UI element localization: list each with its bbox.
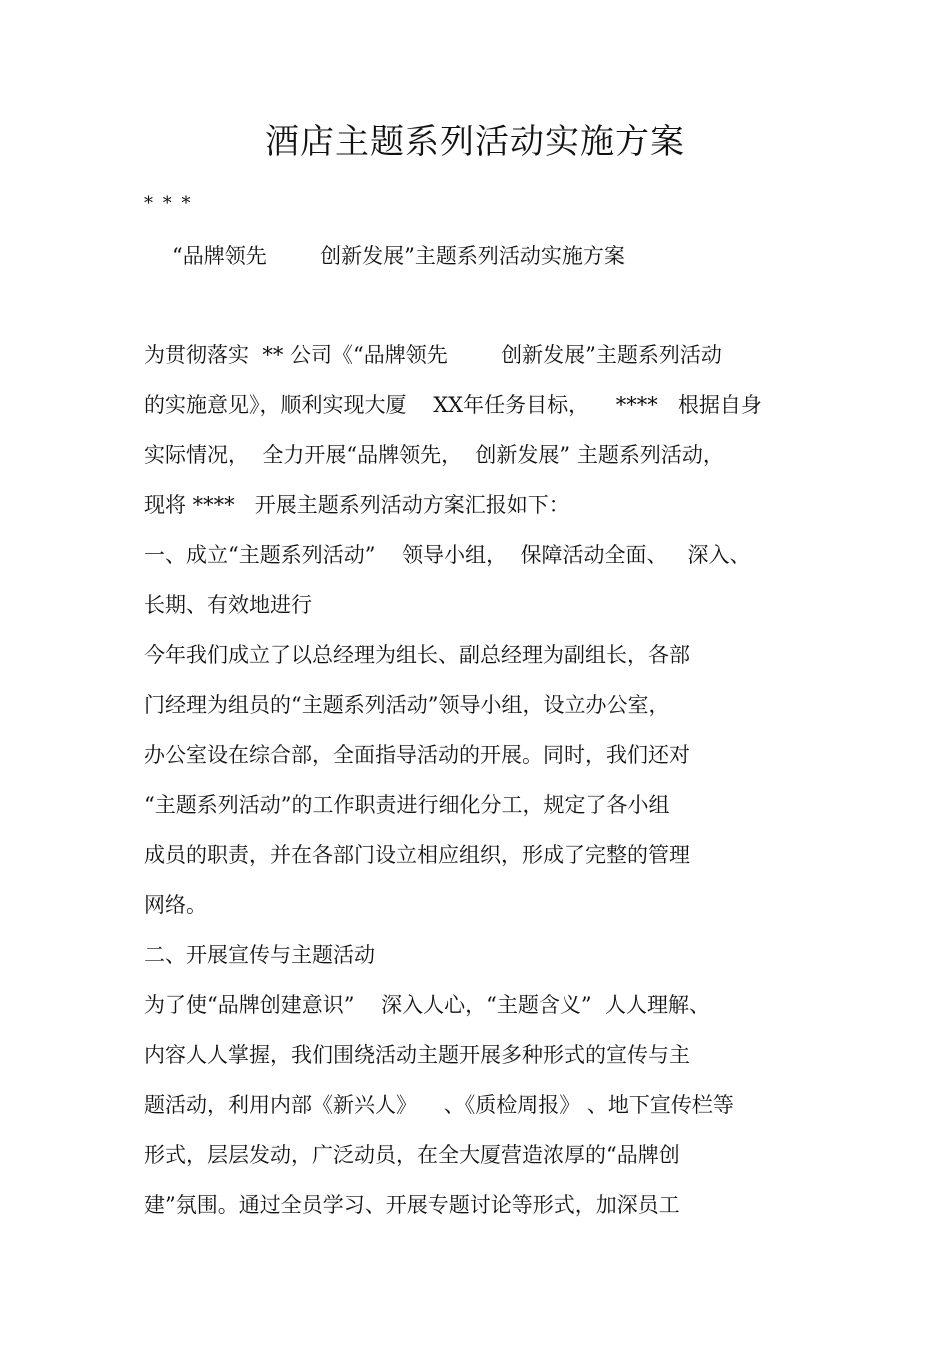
body-line: 内容人人掌握，我们围绕活动主题开展多种形式的宣传与主 [144,1043,690,1067]
body-line: 为贯彻落实 ** 公司《“品牌领先 创新发展”主题系列活动 [144,343,722,367]
body-line: 门经理为组员的“主题系列活动”领导小组，设立办公室， [144,693,670,717]
body-line: 今年我们成立了以总经理为组长、副总经理为副组长，各部 [144,643,690,667]
body-line: 长期、有效地进行 [144,593,312,617]
body-line: 建”氛围。通过全员学习、开展专题讨论等形式，加深员工 [144,1193,680,1217]
section-heading-2: 二、开展宣传与主题活动 [144,943,375,967]
body-line: 题活动，利用内部《新兴人》 、《质检周报》 、地下宣传栏等 [144,1093,734,1117]
body-line: 成员的职责，并在各部门设立相应组织，形成了完整的管理 [144,843,690,867]
body-line: 办公室设在综合部，全面指导活动的开展。同时，我们还对 [144,743,690,767]
separator-stars: * * * [144,193,193,214]
body-line: 网络。 [144,893,207,917]
body-line: “主题系列活动”的工作职责进行细化分工，规定了各小组 [144,793,670,817]
body-line: 形式，层层发动，广泛动员，在全大厦营造浓厚的“品牌创 [144,1143,680,1167]
section-heading-1: 一、成立“主题系列活动” 领导小组， 保障活动全面、 深入、 [144,543,751,567]
body-line: 现将 **** 开展主题系列活动方案汇报如下： [144,493,570,517]
document-subtitle: “品牌领先 创新发展”主题系列活动实施方案 [172,244,625,268]
body-line: 的实施意见》，顺利实现大厦 XX年任务目标， **** 根据自身 [144,393,762,417]
body-line: 实际情况， 全力开展“品牌领先， 创新发展” 主题系列活动， [144,443,724,467]
body-line: 为了使“品牌创建意识” 深入人心，“主题含义” 人人理解、 [144,993,710,1017]
document-body [144,330,824,1230]
document-title: 酒店主题系列活动实施方案 [265,122,685,162]
